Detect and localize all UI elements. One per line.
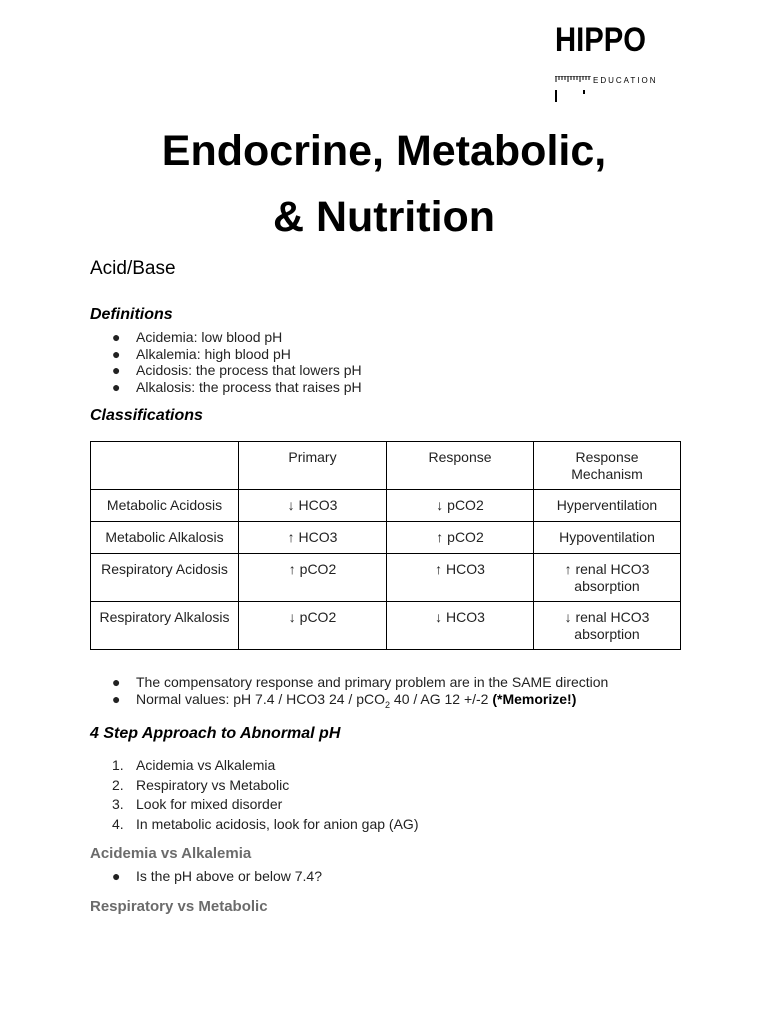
bullet-icon: ●	[112, 378, 121, 395]
list-item: ● Acidemia: low blood pH	[112, 329, 283, 345]
bullet-icon: ●	[112, 345, 121, 362]
table-row	[91, 602, 681, 650]
list-item: 3. Look for mixed disorder	[112, 796, 283, 812]
table-cell: Respiratory Acidosis	[91, 554, 239, 602]
logo-tagline: EDUCATION	[593, 76, 658, 85]
list-item: ● Normal values: pH 7.4 / HCO3 24 / pCO$_2$ 40 / AG 12 +/-2 (*Memorize!)	[112, 690, 577, 710]
table-cell: ↓ HCO3	[239, 490, 387, 522]
bullet-icon: ●	[112, 868, 121, 884]
table-cell: Hypoventilation	[534, 522, 681, 554]
bullet-icon: ●	[112, 329, 121, 345]
acidemia-vs-alkalemia-list	[90, 868, 322, 885]
table-cell: ↓ HCO3	[387, 602, 534, 650]
table-cell: ↑ pCO2	[387, 522, 534, 554]
approach-steps-list	[90, 756, 418, 834]
table-cell: Hyperventilation	[534, 490, 681, 522]
definitions-list	[90, 329, 362, 395]
list-item: ● Alkalemia: high blood pH	[112, 345, 291, 362]
bullet-icon: ●	[112, 362, 121, 378]
respiratory-vs-metabolic-heading: Respiratory vs Metabolic	[90, 898, 268, 915]
table-cell: Metabolic Alkalosis	[91, 522, 239, 554]
table-cell: ↓ pCO2	[387, 490, 534, 522]
table-cell: ↑ renal HCO3 absorption	[534, 554, 681, 602]
list-item: ● Acidosis: the process that lowers pH	[112, 362, 362, 378]
table-header-cell: Response Mechanism	[534, 442, 681, 490]
bullet-icon: ●	[112, 690, 121, 707]
page-title-line-2: & Nutrition	[272, 193, 496, 241]
table-cell: ↑ HCO3	[387, 554, 534, 602]
table-cell: ↓ renal HCO3 absorption	[534, 602, 681, 650]
logo-wordmark: HIPPO	[555, 21, 646, 59]
list-item: 1. Acidemia vs Alkalemia	[112, 757, 276, 773]
bullet-icon: ●	[112, 674, 121, 690]
list-item: ● Alkalosis: the process that raises pH	[112, 378, 362, 395]
table-cell: ↓ pCO2	[239, 602, 387, 650]
table-header-cell: Primary	[239, 442, 387, 490]
table-row	[91, 522, 681, 554]
acidemia-vs-alkalemia-heading: Acidemia vs Alkalemia	[90, 845, 252, 862]
section-heading-acid-base: Acid/Base	[90, 258, 176, 279]
table-cell: ↑ HCO3	[239, 522, 387, 554]
list-item: 2. Respiratory vs Metabolic	[112, 776, 290, 793]
table-cell: ↑ pCO2	[239, 554, 387, 602]
memorize-note: (*Memorize!)	[492, 690, 577, 707]
list-item: 4. In metabolic acidosis, look for anion gap (AG)	[112, 815, 419, 832]
page-title-line-1: Endocrine, Metabolic,	[161, 127, 607, 175]
classifications-table	[90, 441, 681, 650]
table-cell: Respiratory Alkalosis	[91, 602, 239, 650]
table-header-row	[91, 442, 681, 490]
table-row	[91, 554, 681, 602]
hippo-education-logo	[555, 22, 675, 88]
classifications-heading: Classifications	[90, 407, 203, 424]
list-item: ● Is the pH above or below 7.4?	[112, 868, 323, 884]
table-cell: Metabolic Acidosis	[91, 490, 239, 522]
table-row	[91, 490, 681, 522]
ruler-icon	[555, 76, 591, 106]
definitions-heading: Definitions	[90, 306, 173, 323]
table-header-cell	[91, 442, 239, 490]
notes-list	[90, 674, 609, 710]
table-header-cell: Response	[387, 442, 534, 490]
list-item: ● The compensatory response and primary problem are in the SAME direction	[112, 674, 609, 690]
approach-heading: 4 Step Approach to Abnormal pH	[90, 725, 341, 742]
